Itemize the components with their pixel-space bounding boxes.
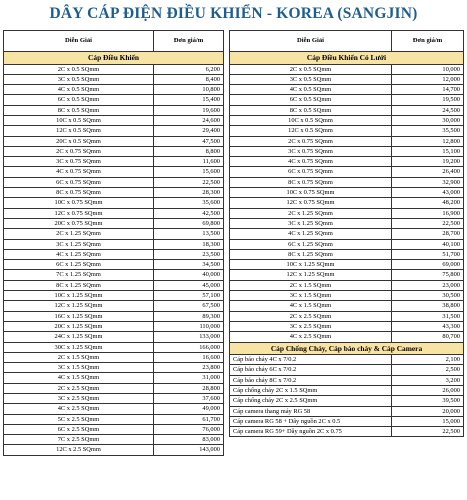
- cable-spec: 30C x 1.25 SQmm: [4, 342, 154, 352]
- unit-price: 8,400: [154, 74, 224, 84]
- table-row: [230, 396, 464, 406]
- table-row: [4, 414, 224, 424]
- cable-spec: 8C x 1.25 SQmm: [230, 249, 392, 259]
- table-row: [230, 239, 464, 249]
- table-row: [230, 229, 464, 239]
- unit-price: 89,300: [154, 311, 224, 321]
- cable-spec: Cáp báo cháy 6C x 7/0.2: [230, 365, 392, 375]
- left-price-table: [3, 30, 224, 456]
- table-row: [4, 146, 224, 156]
- table-row: [4, 115, 224, 125]
- table-header: [230, 31, 464, 52]
- unit-price: 19,600: [154, 105, 224, 115]
- unit-price: 16,600: [154, 352, 224, 362]
- cable-spec: 3C x 0.5 SQmm: [230, 74, 392, 84]
- cable-spec: 6C x 0.5 SQmm: [230, 95, 392, 105]
- unit-price: 26,000: [392, 385, 464, 395]
- cable-spec: 12C x 1.25 SQmm: [230, 270, 392, 280]
- cable-spec: 4C x 2.5 SQmm: [4, 404, 154, 414]
- table-row: [230, 375, 464, 385]
- table-row: [4, 177, 224, 187]
- table-row: [4, 136, 224, 146]
- cable-spec: Cáp báo cháy 4C x 7/0.2: [230, 355, 392, 365]
- table-row: [4, 383, 224, 393]
- unit-price: 6,200: [154, 64, 224, 74]
- table-row: [230, 126, 464, 136]
- unit-price: 23,800: [154, 363, 224, 373]
- cable-spec: 3C x 1.25 SQmm: [4, 239, 154, 249]
- table-row: [4, 157, 224, 167]
- table-row: [4, 208, 224, 218]
- cable-spec: 7C x 2.5 SQmm: [4, 435, 154, 445]
- cable-spec: 2C x 1.5 SQmm: [4, 352, 154, 362]
- table-row: [230, 301, 464, 311]
- table-row: [230, 105, 464, 115]
- table-row: [230, 260, 464, 270]
- table-row: [4, 352, 224, 362]
- cable-spec: 4C x 0.5 SQmm: [230, 85, 392, 95]
- table-row: [230, 146, 464, 156]
- unit-price: 10,000: [392, 64, 464, 74]
- table-row: [230, 365, 464, 375]
- cable-spec: Cáp camera thang máy RG 58: [230, 406, 392, 416]
- cable-spec: 2C x 1.25 SQmm: [230, 208, 392, 218]
- cable-spec: 8C x 0.75 SQmm: [230, 177, 392, 187]
- unit-price: 35,600: [154, 198, 224, 208]
- unit-price: 15,100: [392, 146, 464, 156]
- cable-spec: 4C x 0.5 SQmm: [4, 85, 154, 95]
- header-price: Đơn giá/m: [392, 31, 464, 52]
- unit-price: 40,000: [154, 270, 224, 280]
- cable-spec: 2C x 0.5 SQmm: [230, 64, 392, 74]
- table-row: [4, 249, 224, 259]
- table-row: [230, 249, 464, 259]
- cable-spec: 6C x 0.75 SQmm: [230, 167, 392, 177]
- unit-price: 20,000: [392, 406, 464, 416]
- cable-spec: 3C x 0.5 SQmm: [4, 74, 154, 84]
- cable-spec: 12C x 0.75 SQmm: [230, 198, 392, 208]
- table-row: [4, 239, 224, 249]
- unit-price: 23,000: [392, 280, 464, 290]
- cable-spec: 4C x 0.75 SQmm: [4, 167, 154, 177]
- cable-spec: 8C x 0.75 SQmm: [4, 188, 154, 198]
- unit-price: 83,000: [154, 435, 224, 445]
- unit-price: 16,900: [392, 208, 464, 218]
- cable-spec: 4C x 2.5 SQmm: [230, 332, 392, 342]
- unit-price: 67,500: [154, 301, 224, 311]
- table-row: [230, 332, 464, 342]
- unit-price: 42,500: [154, 208, 224, 218]
- unit-price: 45,000: [154, 280, 224, 290]
- table-row: [230, 115, 464, 125]
- table-row: [4, 301, 224, 311]
- table-row: [230, 188, 464, 198]
- cable-spec: 12C x 0.5 SQmm: [4, 126, 154, 136]
- cable-spec: 3C x 1.5 SQmm: [4, 363, 154, 373]
- table-row: [4, 404, 224, 414]
- cable-spec: 10C x 0.5 SQmm: [230, 115, 392, 125]
- unit-price: 35,500: [392, 126, 464, 136]
- unit-price: 28,700: [392, 229, 464, 239]
- table-row: [230, 311, 464, 321]
- cable-spec: 6C x 1.25 SQmm: [4, 260, 154, 270]
- unit-price: 51,700: [392, 249, 464, 259]
- cable-spec: 12C x 0.5 SQmm: [230, 126, 392, 136]
- table-row: [230, 416, 464, 426]
- cable-spec: 2C x 2.5 SQmm: [230, 311, 392, 321]
- table-row: [230, 95, 464, 105]
- unit-price: 24,600: [154, 115, 224, 125]
- unit-price: 133,000: [154, 332, 224, 342]
- cable-spec: 8C x 0.5 SQmm: [4, 105, 154, 115]
- unit-price: 47,500: [154, 136, 224, 146]
- unit-price: 10,800: [154, 85, 224, 95]
- table-row: [230, 280, 464, 290]
- cable-spec: 5C x 2.5 SQmm: [4, 414, 154, 424]
- table-row: [230, 406, 464, 416]
- cable-spec: 3C x 0.75 SQmm: [230, 146, 392, 156]
- unit-price: 15,000: [392, 416, 464, 426]
- cable-spec: 10C x 0.75 SQmm: [230, 188, 392, 198]
- cable-spec: 12C x 1.25 SQmm: [4, 301, 154, 311]
- cable-spec: 10C x 1.25 SQmm: [230, 260, 392, 270]
- cable-spec: 4C x 1.5 SQmm: [230, 301, 392, 311]
- cable-spec: 4C x 1.5 SQmm: [4, 373, 154, 383]
- unit-price: 69,000: [392, 260, 464, 270]
- cable-spec: 3C x 1.5 SQmm: [230, 291, 392, 301]
- unit-price: 40,100: [392, 239, 464, 249]
- unit-price: 48,200: [392, 198, 464, 208]
- unit-price: 43,300: [392, 321, 464, 331]
- cable-spec: 12C x 2.5 SQmm: [4, 445, 154, 455]
- table-row: [230, 270, 464, 280]
- cable-spec: 2C x 1.25 SQmm: [4, 229, 154, 239]
- unit-price: 14,700: [392, 85, 464, 95]
- cable-spec: Cáp camera RG 58 + Dây nguồn 2C x 0.5: [230, 416, 392, 426]
- unit-price: 22,500: [392, 427, 464, 437]
- table-row: [4, 342, 224, 352]
- cable-spec: 6C x 0.5 SQmm: [4, 95, 154, 105]
- cable-spec: 2C x 0.75 SQmm: [4, 146, 154, 156]
- unit-price: 3,200: [392, 375, 464, 385]
- unit-price: 15,600: [154, 167, 224, 177]
- table-row: [4, 332, 224, 342]
- unit-price: 76,000: [154, 424, 224, 434]
- cable-spec: 3C x 1.25 SQmm: [230, 218, 392, 228]
- cable-spec: 8C x 1.25 SQmm: [4, 280, 154, 290]
- table-row: [4, 363, 224, 373]
- unit-price: 39,500: [392, 396, 464, 406]
- table-row: [230, 427, 464, 437]
- unit-price: 61,700: [154, 414, 224, 424]
- unit-price: 24,500: [392, 105, 464, 115]
- table-row: [4, 126, 224, 136]
- table-row: [230, 85, 464, 95]
- cable-spec: Cáp chống cháy 2C x 2.5 SQmm: [230, 396, 392, 406]
- cable-spec: 6C x 1.25 SQmm: [230, 239, 392, 249]
- unit-price: 15,400: [154, 95, 224, 105]
- table-row: [230, 74, 464, 84]
- section-header: [230, 52, 464, 65]
- unit-price: 32,900: [392, 177, 464, 187]
- unit-price: 80,700: [392, 332, 464, 342]
- unit-price: 110,000: [154, 321, 224, 331]
- cable-spec: 10C x 1.25 SQmm: [4, 291, 154, 301]
- table-row: [4, 373, 224, 383]
- table-row: [4, 229, 224, 239]
- table-row: [4, 394, 224, 404]
- table-row: [4, 85, 224, 95]
- unit-price: 13,500: [154, 229, 224, 239]
- table-row: [4, 188, 224, 198]
- unit-price: 75,800: [392, 270, 464, 280]
- cable-spec: 2C x 0.75 SQmm: [230, 136, 392, 146]
- unit-price: 49,000: [154, 404, 224, 414]
- unit-price: 29,400: [154, 126, 224, 136]
- cable-spec: 10C x 0.75 SQmm: [4, 198, 154, 208]
- table-row: [4, 64, 224, 74]
- table-row: [4, 321, 224, 331]
- table-row: [230, 355, 464, 365]
- cable-spec: 8C x 0.5 SQmm: [230, 105, 392, 115]
- cable-spec: 2C x 1.5 SQmm: [230, 280, 392, 290]
- cable-spec: 4C x 1.25 SQmm: [4, 249, 154, 259]
- table-header: [4, 31, 224, 52]
- section-title: Cáp Chống Cháy, Cáp báo cháy & Cáp Camera: [230, 342, 464, 355]
- unit-price: 34,500: [154, 260, 224, 270]
- unit-price: 38,800: [392, 301, 464, 311]
- section-title: Cáp Điều Khiển: [4, 52, 224, 65]
- unit-price: 143,000: [154, 445, 224, 455]
- page-title: DÂY CÁP ĐIỆN ĐIỀU KHIỂN - KOREA (SANGJIN): [49, 5, 418, 22]
- right-price-table: [229, 30, 464, 437]
- cable-spec: 4C x 0.75 SQmm: [230, 157, 392, 167]
- table-row: [4, 260, 224, 270]
- table-row: [4, 291, 224, 301]
- unit-price: 31,500: [392, 311, 464, 321]
- table-row: [230, 208, 464, 218]
- cable-spec: 12C x 0.75 SQmm: [4, 208, 154, 218]
- table-row: [4, 95, 224, 105]
- table-row: [230, 136, 464, 146]
- cable-spec: 10C x 0.5 SQmm: [4, 115, 154, 125]
- cable-spec: 3C x 2.5 SQmm: [230, 321, 392, 331]
- header-spec: Diễn Giải: [4, 31, 154, 52]
- unit-price: 18,300: [154, 239, 224, 249]
- unit-price: 57,100: [154, 291, 224, 301]
- cable-spec: 4C x 1.25 SQmm: [230, 229, 392, 239]
- unit-price: 43,000: [392, 188, 464, 198]
- section-title: Cáp Điều Khiển Có Lưới: [230, 52, 464, 65]
- table-row: [230, 198, 464, 208]
- unit-price: 69,800: [154, 218, 224, 228]
- cable-spec: 7C x 1.25 SQmm: [4, 270, 154, 280]
- section-header: [4, 52, 224, 65]
- unit-price: 2,100: [392, 355, 464, 365]
- table-row: [230, 167, 464, 177]
- table-row: [230, 64, 464, 74]
- header-price: Đơn giá/m: [154, 31, 224, 52]
- unit-price: 30,500: [392, 291, 464, 301]
- unit-price: 37,600: [154, 394, 224, 404]
- table-row: [4, 105, 224, 115]
- table-row: [4, 270, 224, 280]
- table-row: [4, 280, 224, 290]
- unit-price: 2,500: [392, 365, 464, 375]
- table-row: [4, 218, 224, 228]
- unit-price: 30,000: [392, 115, 464, 125]
- cable-spec: 3C x 0.75 SQmm: [4, 157, 154, 167]
- table-row: [230, 291, 464, 301]
- header-spec: Diễn Giải: [230, 31, 392, 52]
- unit-price: 28,300: [154, 188, 224, 198]
- cable-spec: 6C x 0.75 SQmm: [4, 177, 154, 187]
- unit-price: 26,400: [392, 167, 464, 177]
- cable-spec: Cáp chống cháy 2C x 1.5 SQmm: [230, 385, 392, 395]
- table-row: [4, 424, 224, 434]
- unit-price: 19,500: [392, 95, 464, 105]
- cable-spec: 6C x 2.5 SQmm: [4, 424, 154, 434]
- unit-price: 31,000: [154, 373, 224, 383]
- cable-spec: Cáp camera RG 59+ Dây nguồn 2C x 0.75: [230, 427, 392, 437]
- unit-price: 22,500: [154, 177, 224, 187]
- cable-spec: 24C x 1.25 SQmm: [4, 332, 154, 342]
- table-row: [4, 198, 224, 208]
- table-row: [4, 311, 224, 321]
- table-row: [4, 167, 224, 177]
- table-row: [4, 435, 224, 445]
- cable-spec: 2C x 2.5 SQmm: [4, 383, 154, 393]
- cable-spec: 3C x 2.5 SQmm: [4, 394, 154, 404]
- table-row: [4, 445, 224, 455]
- section-header: [230, 342, 464, 355]
- unit-price: 166,000: [154, 342, 224, 352]
- table-row: [230, 385, 464, 395]
- cable-spec: Cáp báo cháy 8C x 7/0.2: [230, 375, 392, 385]
- table-row: [230, 321, 464, 331]
- unit-price: 22,500: [392, 218, 464, 228]
- unit-price: 23,500: [154, 249, 224, 259]
- unit-price: 12,800: [392, 136, 464, 146]
- unit-price: 12,000: [392, 74, 464, 84]
- cable-spec: 20C x 0.75 SQmm: [4, 218, 154, 228]
- unit-price: 19,200: [392, 157, 464, 167]
- table-row: [230, 157, 464, 167]
- cable-spec: 16C x 1.25 SQmm: [4, 311, 154, 321]
- cable-spec: 20C x 1.25 SQmm: [4, 321, 154, 331]
- unit-price: 11,600: [154, 157, 224, 167]
- table-row: [230, 218, 464, 228]
- table-row: [4, 74, 224, 84]
- unit-price: 8,800: [154, 146, 224, 156]
- unit-price: 28,800: [154, 383, 224, 393]
- cable-spec: 2C x 0.5 SQmm: [4, 64, 154, 74]
- table-row: [230, 177, 464, 187]
- cable-spec: 20C x 0.5 SQmm: [4, 136, 154, 146]
